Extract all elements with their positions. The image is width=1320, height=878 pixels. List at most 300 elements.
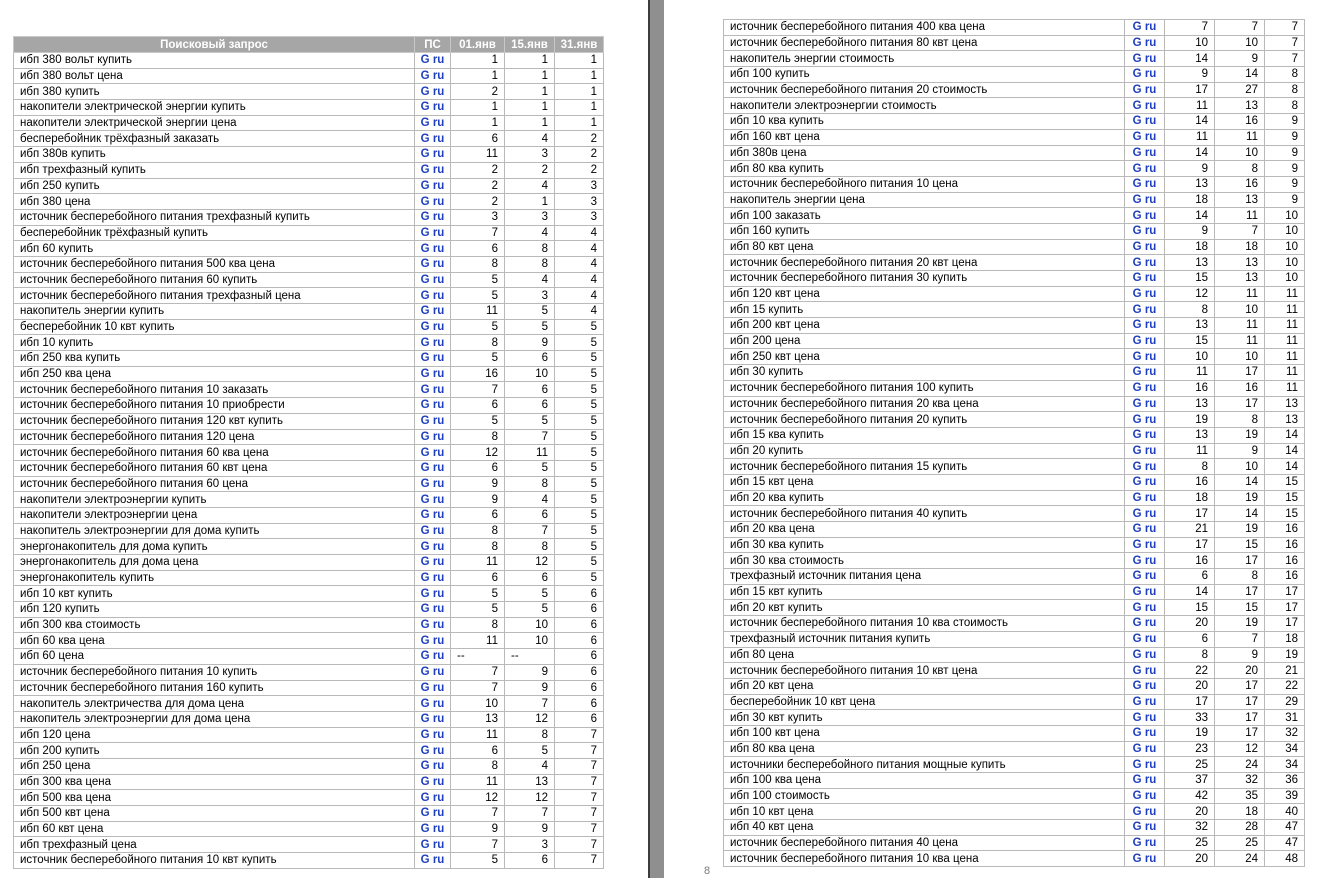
position-jan15-cell: 12 [505, 711, 555, 727]
engine-ru-label: ru [432, 572, 445, 585]
position-jan31-cell: 11 [1265, 318, 1305, 334]
position-jan31-cell: 5 [555, 445, 604, 461]
engine-ru-label: ru [432, 477, 445, 490]
position-jan01-cell: 9 [1165, 223, 1215, 239]
position-jan31-cell: 9 [1265, 161, 1305, 177]
table-row [724, 239, 1305, 255]
engine-cell [1125, 208, 1165, 224]
position-jan31-cell: 6 [555, 696, 604, 712]
engine-g-label: G [420, 415, 430, 428]
engine-g-label: G [1132, 319, 1142, 332]
engine-cell [1125, 161, 1165, 177]
query-cell: накопитель энергии цена [724, 192, 1125, 208]
engine-cell [1125, 820, 1165, 836]
table-row [724, 647, 1305, 663]
rankings-table-right [723, 19, 1305, 867]
position-jan15-cell: 19 [1215, 427, 1265, 443]
position-jan31-cell: 1 [555, 84, 604, 100]
table-row [724, 804, 1305, 820]
position-jan01-cell: 13 [1165, 427, 1215, 443]
position-jan15-cell: 17 [1215, 584, 1265, 600]
position-jan15-cell: 17 [1215, 365, 1265, 381]
query-cell: энергонакопитель купить [14, 570, 415, 586]
engine-cell [1125, 851, 1165, 867]
engine-ru-label: ru [1144, 162, 1157, 175]
position-jan15-cell: 10 [505, 617, 555, 633]
position-jan31-cell: 5 [555, 492, 604, 508]
table-row [14, 727, 604, 743]
engine-cell [1125, 474, 1165, 490]
query-cell: источник бесперебойного питания 60 цена [14, 476, 415, 492]
engine-ru-label: ru [432, 744, 445, 757]
query-cell: ибп 20 квт купить [724, 600, 1125, 616]
query-cell: источник бесперебойного питания 80 квт цена [724, 35, 1125, 51]
engine-cell [415, 288, 451, 304]
engine-g-label: G [420, 509, 430, 522]
engine-cell [415, 727, 451, 743]
query-cell: ибп 20 ква купить [724, 490, 1125, 506]
engine-ru-label: ru [432, 524, 445, 537]
engine-g-label: G [1132, 37, 1142, 50]
engine-ru-label: ru [1144, 225, 1157, 238]
position-jan01-cell: 16 [1165, 474, 1215, 490]
position-jan01-cell: 2 [451, 178, 505, 194]
position-jan15-cell: 8 [505, 476, 555, 492]
position-jan01-cell: 11 [451, 147, 505, 163]
position-jan15-cell: 5 [505, 586, 555, 602]
position-jan15-cell: 9 [505, 664, 555, 680]
table-row [14, 806, 604, 822]
position-jan01-cell: 8 [451, 523, 505, 539]
position-jan01-cell: 13 [1165, 176, 1215, 192]
query-cell: источник бесперебойного питания 400 ква цена [724, 20, 1125, 36]
engine-cell [1125, 365, 1165, 381]
position-jan01-cell: 16 [1165, 553, 1215, 569]
query-cell: ибп 200 купить [14, 743, 415, 759]
engine-ru-label: ru [1144, 837, 1157, 850]
position-jan15-cell: 15 [1215, 537, 1265, 553]
table-row [724, 788, 1305, 804]
engine-g-label: G [1132, 115, 1142, 128]
engine-g-label: G [420, 540, 430, 553]
engine-cell [415, 633, 451, 649]
table-row [724, 757, 1305, 773]
table-row [14, 539, 604, 555]
position-jan31-cell: 17 [1265, 584, 1305, 600]
page-number: 8 [704, 865, 711, 877]
engine-cell [415, 84, 451, 100]
table-row [14, 570, 604, 586]
query-cell: источник бесперебойного питания 10 купить [14, 664, 415, 680]
engine-g-label: G [1132, 209, 1142, 222]
engine-cell [415, 225, 451, 241]
engine-g-label: G [1132, 837, 1142, 850]
query-cell: источник бесперебойного питания 60 квт цена [14, 460, 415, 476]
table-row [724, 365, 1305, 381]
table-row [14, 225, 604, 241]
position-jan01-cell: 13 [451, 711, 505, 727]
position-jan15-cell: -- [505, 649, 555, 665]
table-row [14, 664, 604, 680]
position-jan15-cell: 6 [505, 853, 555, 869]
position-jan01-cell: 8 [451, 256, 505, 272]
query-cell: ибп 100 стоимость [724, 788, 1125, 804]
engine-ru-label: ru [432, 85, 445, 98]
engine-ru-label: ru [1144, 852, 1157, 865]
engine-g-label: G [1132, 335, 1142, 348]
engine-cell [415, 68, 451, 84]
position-jan01-cell: 19 [1165, 725, 1215, 741]
position-jan31-cell: 7 [555, 743, 604, 759]
engine-ru-label: ru [432, 289, 445, 302]
position-jan15-cell: 1 [505, 84, 555, 100]
query-cell: источник бесперебойного питания 10 приобрести [14, 398, 415, 414]
position-jan15-cell: 6 [505, 382, 555, 398]
position-jan31-cell: 36 [1265, 773, 1305, 789]
table-row [14, 100, 604, 116]
engine-ru-label: ru [1144, 444, 1157, 457]
engine-g-label: G [1132, 695, 1142, 708]
position-jan01-cell: 20 [1165, 851, 1215, 867]
engine-g-label: G [420, 273, 430, 286]
engine-cell [1125, 239, 1165, 255]
engine-cell [415, 492, 451, 508]
position-jan15-cell: 6 [505, 570, 555, 586]
table-row [14, 774, 604, 790]
position-jan31-cell: 5 [555, 570, 604, 586]
position-jan01-cell: 11 [1165, 129, 1215, 145]
position-jan01-cell: 11 [451, 774, 505, 790]
query-cell: источник бесперебойного питания трехфазный купить [14, 209, 415, 225]
position-jan01-cell: 11 [1165, 365, 1215, 381]
position-jan01-cell: 14 [1165, 584, 1215, 600]
position-jan01-cell: 33 [1165, 710, 1215, 726]
table-row [724, 349, 1305, 365]
position-jan31-cell: 21 [1265, 663, 1305, 679]
position-jan15-cell: 6 [505, 351, 555, 367]
position-jan31-cell: 2 [555, 131, 604, 147]
position-jan01-cell: 11 [451, 633, 505, 649]
table-row [14, 335, 604, 351]
engine-g-label: G [420, 211, 430, 224]
position-jan15-cell: 15 [1215, 600, 1265, 616]
query-cell: ибп 100 квт цена [724, 725, 1125, 741]
engine-g-label: G [1132, 429, 1142, 442]
query-cell: источник бесперебойного питания 10 квт купить [14, 853, 415, 869]
table-row [724, 710, 1305, 726]
engine-g-label: G [420, 838, 430, 851]
table-row [724, 67, 1305, 83]
engine-cell [1125, 98, 1165, 114]
table-row [14, 413, 604, 429]
engine-ru-label: ru [432, 273, 445, 286]
position-jan31-cell: 9 [1265, 114, 1305, 130]
engine-ru-label: ru [1144, 146, 1157, 159]
engine-cell [1125, 192, 1165, 208]
position-jan15-cell: 5 [505, 413, 555, 429]
position-jan31-cell: 1 [555, 53, 604, 69]
table-row [724, 773, 1305, 789]
engine-g-label: G [420, 226, 430, 239]
query-cell: ибп 380 вольт купить [14, 53, 415, 69]
engine-g-label: G [420, 462, 430, 475]
position-jan15-cell: 13 [1215, 98, 1265, 114]
engine-ru-label: ru [432, 415, 445, 428]
engine-g-label: G [1132, 633, 1142, 646]
engine-g-label: G [420, 823, 430, 836]
engine-g-label: G [1132, 84, 1142, 97]
query-cell: ибп 10 квт цена [724, 804, 1125, 820]
engine-ru-label: ru [1144, 539, 1157, 552]
engine-g-label: G [420, 587, 430, 600]
engine-g-label: G [1132, 758, 1142, 771]
engine-g-label: G [420, 650, 430, 663]
table-row [14, 758, 604, 774]
engine-ru-label: ru [1144, 727, 1157, 740]
table-row [14, 555, 604, 571]
engine-g-label: G [1132, 146, 1142, 159]
engine-g-label: G [420, 681, 430, 694]
engine-g-label: G [1132, 444, 1142, 457]
engine-g-label: G [420, 446, 430, 459]
position-jan01-cell: 6 [451, 131, 505, 147]
position-jan31-cell: 29 [1265, 694, 1305, 710]
position-jan01-cell: 13 [1165, 255, 1215, 271]
position-jan15-cell: 13 [1215, 192, 1265, 208]
position-jan01-cell: 13 [1165, 318, 1215, 334]
position-jan15-cell: 12 [505, 555, 555, 571]
engine-ru-label: ru [1144, 460, 1157, 473]
table-row [724, 851, 1305, 867]
position-jan01-cell: 9 [1165, 67, 1215, 83]
position-jan01-cell: 19 [1165, 412, 1215, 428]
table-row [724, 51, 1305, 67]
position-jan31-cell: 13 [1265, 412, 1305, 428]
query-cell: энергонакопитель для дома купить [14, 539, 415, 555]
query-cell: накопитель электроэнергии для дома цена [14, 711, 415, 727]
table-row [14, 429, 604, 445]
engine-cell [415, 837, 451, 853]
engine-g-label: G [1132, 790, 1142, 803]
position-jan31-cell: 5 [555, 523, 604, 539]
engine-cell [1125, 286, 1165, 302]
document-page-left [0, 0, 648, 878]
query-cell: ибп 250 цена [14, 758, 415, 774]
position-jan01-cell: 25 [1165, 835, 1215, 851]
position-jan01-cell: 8 [1165, 647, 1215, 663]
table-row [14, 84, 604, 100]
position-jan01-cell: 5 [451, 272, 505, 288]
position-jan15-cell: 4 [505, 758, 555, 774]
table-row [724, 600, 1305, 616]
position-jan31-cell: 16 [1265, 522, 1305, 538]
engine-g-label: G [1132, 256, 1142, 269]
engine-g-label: G [420, 477, 430, 490]
engine-ru-label: ru [432, 619, 445, 632]
query-cell: ибп 30 купить [724, 365, 1125, 381]
table-row [14, 476, 604, 492]
position-jan15-cell: 14 [1215, 474, 1265, 490]
engine-g-label: G [1132, 491, 1142, 504]
position-jan01-cell: 11 [451, 727, 505, 743]
engine-cell [415, 445, 451, 461]
position-jan15-cell: 19 [1215, 522, 1265, 538]
engine-cell [1125, 804, 1165, 820]
position-jan31-cell: 6 [555, 649, 604, 665]
position-jan01-cell: 7 [451, 837, 505, 853]
query-cell: ибп 10 ква купить [724, 114, 1125, 130]
table-row [724, 459, 1305, 475]
engine-g-label: G [420, 791, 430, 804]
position-jan31-cell: 2 [555, 147, 604, 163]
engine-ru-label: ru [432, 681, 445, 694]
engine-cell [1125, 271, 1165, 287]
position-jan31-cell: 5 [555, 460, 604, 476]
engine-g-label: G [420, 775, 430, 788]
position-jan15-cell: 11 [1215, 208, 1265, 224]
engine-g-label: G [420, 368, 430, 381]
engine-g-label: G [420, 854, 430, 867]
position-jan31-cell: 22 [1265, 678, 1305, 694]
position-jan31-cell: 10 [1265, 255, 1305, 271]
table-row [724, 20, 1305, 36]
engine-ru-label: ru [1144, 209, 1157, 222]
table-row [14, 256, 604, 272]
engine-ru-label: ru [432, 650, 445, 663]
table-row [14, 696, 604, 712]
position-jan31-cell: 4 [555, 256, 604, 272]
position-jan31-cell: 9 [1265, 192, 1305, 208]
query-cell: бесперебойник трёхфазный купить [14, 225, 415, 241]
position-jan31-cell: 10 [1265, 239, 1305, 255]
query-cell: ибп 15 ква купить [724, 427, 1125, 443]
engine-ru-label: ru [432, 164, 445, 177]
position-jan31-cell: 5 [555, 335, 604, 351]
position-jan01-cell: 16 [451, 366, 505, 382]
query-cell: ибп 300 ква стоимость [14, 617, 415, 633]
query-cell: ибп 120 купить [14, 602, 415, 618]
position-jan15-cell: 7 [505, 429, 555, 445]
query-cell: ибп 160 квт цена [724, 129, 1125, 145]
engine-cell [1125, 318, 1165, 334]
query-cell: ибп 80 ква купить [724, 161, 1125, 177]
query-cell: ибп 60 купить [14, 241, 415, 257]
query-cell: источник бесперебойного питания 15 купить [724, 459, 1125, 475]
engine-ru-label: ru [432, 70, 445, 83]
page-divider [648, 0, 650, 878]
engine-ru-label: ru [1144, 350, 1157, 363]
engine-cell [1125, 537, 1165, 553]
query-cell: накопители электрической энергии купить [14, 100, 415, 116]
position-jan01-cell: 11 [1165, 98, 1215, 114]
engine-g-label: G [1132, 413, 1142, 426]
position-jan15-cell: 10 [1215, 459, 1265, 475]
position-jan15-cell: 1 [505, 194, 555, 210]
query-cell: ибп 30 ква купить [724, 537, 1125, 553]
position-jan15-cell: 10 [1215, 349, 1265, 365]
engine-g-label: G [420, 85, 430, 98]
position-jan15-cell: 19 [1215, 616, 1265, 632]
engine-cell [415, 272, 451, 288]
engine-g-label: G [420, 258, 430, 271]
position-jan01-cell: 22 [1165, 663, 1215, 679]
position-jan31-cell: 18 [1265, 631, 1305, 647]
query-cell: источник бесперебойного питания 60 купить [14, 272, 415, 288]
position-jan01-cell: 2 [451, 162, 505, 178]
engine-ru-label: ru [1144, 570, 1157, 583]
position-jan31-cell: 7 [555, 806, 604, 822]
query-cell: бесперебойник трёхфазный заказать [14, 131, 415, 147]
table-row [724, 569, 1305, 585]
engine-ru-label: ru [432, 132, 445, 145]
position-jan01-cell: 8 [1165, 459, 1215, 475]
engine-g-label: G [420, 305, 430, 318]
query-cell: ибп 15 купить [724, 302, 1125, 318]
query-cell: ибп 20 ква цена [724, 522, 1125, 538]
position-jan01-cell: 18 [1165, 490, 1215, 506]
query-cell: ибп 100 купить [724, 67, 1125, 83]
position-jan15-cell: 25 [1215, 835, 1265, 851]
engine-g-label: G [1132, 664, 1142, 677]
position-jan31-cell: 17 [1265, 616, 1305, 632]
rankings-table-left [13, 36, 604, 869]
engine-ru-label: ru [432, 399, 445, 412]
query-cell: источник бесперебойного питания 120 квт купить [14, 413, 415, 429]
position-jan15-cell: 4 [505, 272, 555, 288]
table-row [724, 741, 1305, 757]
position-jan15-cell: 17 [1215, 678, 1265, 694]
query-cell: ибп 250 купить [14, 178, 415, 194]
position-jan31-cell: 9 [1265, 129, 1305, 145]
table-row [14, 633, 604, 649]
engine-cell [1125, 459, 1165, 475]
position-jan15-cell: 10 [1215, 145, 1265, 161]
position-jan15-cell: 1 [505, 68, 555, 84]
position-jan01-cell: 12 [451, 790, 505, 806]
query-cell: источник бесперебойного питания 20 квт цена [724, 255, 1125, 271]
table-row [14, 507, 604, 523]
position-jan01-cell: 17 [1165, 537, 1215, 553]
engine-cell [1125, 522, 1165, 538]
query-cell: источник бесперебойного питания 10 заказать [14, 382, 415, 398]
engine-cell [1125, 694, 1165, 710]
engine-g-label: G [420, 728, 430, 741]
engine-ru-label: ru [1144, 240, 1157, 253]
position-jan01-cell: 8 [451, 429, 505, 445]
query-cell: источник бесперебойного питания 10 ква цена [724, 851, 1125, 867]
engine-g-label: G [1132, 178, 1142, 191]
engine-cell [415, 649, 451, 665]
engine-g-label: G [420, 117, 430, 130]
position-jan15-cell: 13 [505, 774, 555, 790]
position-jan31-cell: 47 [1265, 820, 1305, 836]
query-cell: ибп 120 цена [14, 727, 415, 743]
position-jan01-cell: 6 [451, 507, 505, 523]
engine-ru-label: ru [1144, 601, 1157, 614]
position-jan31-cell: 10 [1265, 271, 1305, 287]
engine-cell [415, 821, 451, 837]
position-jan31-cell: 8 [1265, 67, 1305, 83]
engine-cell [1125, 302, 1165, 318]
position-jan01-cell: 1 [451, 53, 505, 69]
header-date-2: 15.янв [505, 37, 555, 53]
position-jan15-cell: 8 [505, 727, 555, 743]
position-jan31-cell: 17 [1265, 600, 1305, 616]
engine-g-label: G [1132, 272, 1142, 285]
engine-ru-label: ru [432, 838, 445, 851]
engine-cell [1125, 223, 1165, 239]
table-row [14, 617, 604, 633]
